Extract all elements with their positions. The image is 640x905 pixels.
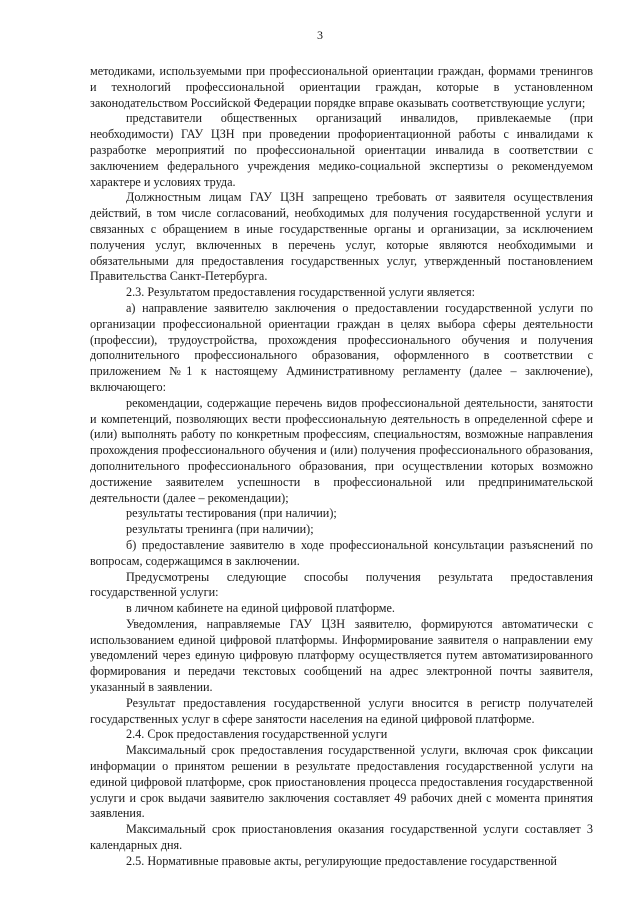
paragraph: Результат предоставления государственной услуги вносится в регистр получателей государственных услуг в сфере занятости населения на единой цифровой платформе.: [90, 695, 593, 726]
page-number: 3: [317, 28, 323, 42]
document-body: [90, 64, 593, 870]
paragraph: представители общественных организаций инвалидов, привлекаемые (при необходимости) ГАУ ЦЗН при проведении профориентационной работы с инвалидами к разработке мероприятий по профессиональной ориентации инвалида в соответствии с заключением федерального учреждения медико-социальной экспертизы о рекомендуемом характере и условиях труда.: [90, 111, 593, 189]
paragraph: рекомендации, содержащие перечень видов профессиональной деятельности, занятости и компетенций, позволяющих вести профессиональную деятельность в определенной сфере и (или) выполнять работу по конкретным профессиям, специальностям, возможные направления прохождения профессионального обучения и (или) получения профессионального образования, дополнительного профессионального образования, при осуществлении которых возможно достижение заявителем успешности в профессиональной или предпринимательской деятельности (далее – рекомендации);: [90, 395, 593, 505]
paragraph: а) направление заявителю заключения о предоставлении государственной услуги по организации профессиональной ориентации граждан в целях выбора сферы деятельности (профессии), трудоустройства, прохождения профессионального обучения и получения дополнительного профессионального образования, оформленного в соответствии с приложением №1 к настоящему Административному регламенту (далее – заключение), включающего:: [90, 300, 593, 394]
paragraph: Должностным лицам ГАУ ЦЗН запрещено требовать от заявителя осуществления действий, в том числе согласований, необходимых для получения государственной услуги и связанных с обращением в иные государственные органы и организации, за исключением получения услуг, включенных в перечень услуг, которые являются необходимыми и обязательными для предоставления государственных услуг, утвержденный постановлением Правительства Санкт-Петербурга.: [90, 190, 593, 284]
paragraph: Предусмотрены следующие способы получения результата предоставления государственной услуги:: [90, 569, 593, 600]
paragraph: в личном кабинете на единой цифровой платформе.: [126, 601, 395, 616]
section-heading: 2.3. Результатом предоставления государственной услуги является:: [126, 285, 476, 300]
section-heading: 2.4. Срок предоставления государственной услуги: [126, 727, 388, 742]
paragraph: результаты тренинга (при наличии);: [126, 522, 314, 537]
paragraph: Максимальный срок приостановления оказания государственной услуги составляет 3 календарных дня.: [90, 822, 593, 853]
paragraph: б) предоставление заявителю в ходе профессиональной консультации разъяснений по вопросам, содержащимся в заключении.: [90, 537, 593, 568]
paragraph: результаты тестирования (при наличии);: [126, 506, 337, 521]
paragraph: Максимальный срок предоставления государственной услуги, включая срок фиксации информации о принятом решении в результате предоставления государственной услуги на единой цифровой платформе, срок приостановления процесса предоставления государственной услуги и срок выдачи заявителю заключения составляет 49 рабочих дней с момента принятия заявления.: [90, 743, 593, 821]
paragraph: Уведомления, направляемые ГАУ ЦЗН заявителю, формируются автоматически с использованием единой цифровой платформы. Информирование заявителя о направлении ему уведомлений через единую цифровую платформу осуществляется путем автоматизированного формирования и передачи текстовых сообщений на адрес электронной почты заявителя, указанный в заявлении.: [90, 616, 593, 695]
paragraph: методиками, используемыми при профессиональной ориентации граждан, формами тренингов и технологий профессиональной ориентации граждан, которые в установленном законодательством Российской Федерации порядке вправе оказывать соответствующие услуги;: [90, 64, 593, 110]
section-heading: 2.5. Нормативные правовые акты, регулирующие предоставление государственной: [126, 853, 557, 868]
